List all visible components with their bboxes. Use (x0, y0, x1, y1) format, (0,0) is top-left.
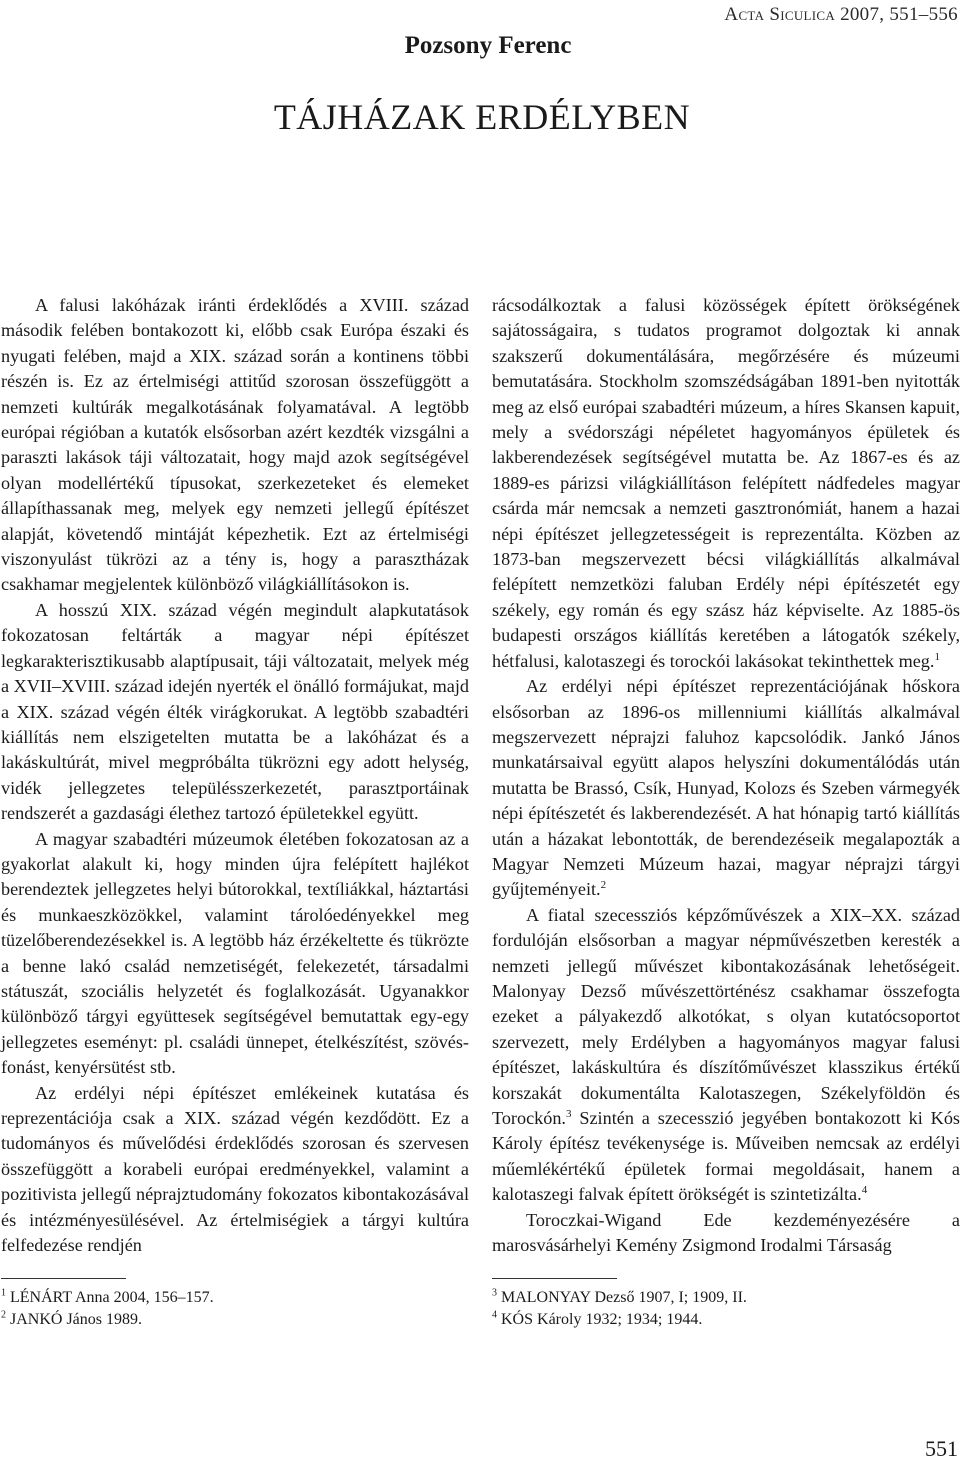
footnote-number: 3 (492, 1287, 497, 1299)
right-column (492, 293, 960, 1258)
footnote-text: KÓS Károly 1932; 1934; 1944. (501, 1311, 703, 1328)
footnote (1, 1287, 214, 1309)
footnote-divider (1, 1278, 126, 1279)
paragraph: A falusi lakóházak iránti érdeklődés a XVIII. század második felében bontakozott ki, előbb csak Európa északi és nyugati felében, majd a XIX. század során a kontinens többi részén is. Ez az értelmiségi attitűd szorosan összefüggött a nemzeti kultúrák megalkotásának folyamatával. A legtöbb európai régióban a kutatók elsősorban azért kezdték vizsgálni a paraszti lakások táji változatait, hogy majd azok segítségével olyan modellértékű típusokat, szerkezeteket és elemeket állapíthassanak meg, melyek egy nemzeti jellegű építészet alapját, követendő mintáját képezhetik. Ezt az értelmiségi viszonyulást tükrözi az a tény is, hogy a parasztházak csakhamar megjelentek különböző világkiállításokon is. (1, 295, 469, 595)
footnote-ref: 3 (565, 1107, 572, 1120)
paragraph (492, 674, 960, 903)
paragraph: Az erdélyi népi építészet emlékeinek kutatása és reprezentációja csak a XIX. század végén kezdődött. Ez a tudományos és művelődési érdeklődés szorosan és szervesen összefüggött a korabeli európai eredményekkel, valamint a pozitivista jellegű néprajztudomány fokozatos kibontakozásával és intézményesülésével. Az értelmiségiek a tárgyi kultúra felfedezése rendjén (1, 1082, 469, 1256)
journal-citation: Acta Siculica 2007, 551–556 (724, 4, 958, 25)
paragraph (492, 903, 960, 1208)
footnote-number: 2 (1, 1309, 6, 1321)
paragraph: A magyar szabadtéri múzeumok életében fokozatosan az a gyakorlat alakult ki, hogy minden újra felépített hajlékot berendeztek jellegzetes helyi bútorokkal, textíliákkal, háztartási és munkaeszközökkel, valamint tárolóedényekkel meg tüzelőberendezésekkel is. A legtöbb ház érzékeltette és tükrözte a benne lakó család nemzetiségét, felekezetét, társadalmi státuszát, szociális helyzetét és foglalkozását. Ugyanakkor különböző tárgyi együttesek segítségével bemutattak egy-egy jellegzetes eseményt: pl. családi ünnepet, ételkészítést, szövés-fonást, kenyérsütést stb. (1, 828, 469, 1078)
paragraph: Toroczkai-Wigand Ede kezdeményezésére a marosvásárhelyi Kemény Zsigmond Irodalmi Társaság (492, 1209, 960, 1256)
author-name: Pozsony Ferenc (404, 32, 572, 59)
article-title: TÁJHÁZAK ERDÉLYBEN (273, 97, 691, 137)
paragraph (492, 293, 960, 674)
footnote-number: 4 (492, 1309, 497, 1321)
footnote-divider (492, 1278, 617, 1279)
paragraph-text: rácsodálkoztak a falusi közösségek épített örökségének sajátosságaira, s tudatos programot dolgoztak ki annak szakszerű dokumentálására, megőrzésére és múzeumi bemutatására. Stockholm szomszédságában 1891-ben nyitották meg az első európai szabadtéri múzeum, a híres Skansen kapuit, mely a svédországi népéletet hagyományos épületek és lakberendezések segítségével mutatta be. Az 1867-es és az 1889-es párizsi világkiállításon felépített nádfedeles magyar csárda már nemcsak a nemzeti gasztronómiát, hanem a hazai népi építészet jellegzetességeit is reprezentálta. Közben az 1873-ban megszervezett bécsi világkiállítás alkalmával felépített nemzetközi faluban Erdély népi építészetét egy székely, egy román és egy szász ház képviselte. Az 1885-ös budapesti országos kiállítás keretében a látogatók székely, hétfalusi, kalotaszegi és torockói lakásokat tekinthettek meg. (492, 295, 960, 671)
footnote-text: JANKÓ János 1989. (10, 1311, 142, 1328)
page-number: 551 (925, 1436, 958, 1461)
paragraph: A hosszú XIX. század végén megindult alapkutatások fokozatosan feltárták a magyar népi építészet legkarakterisztikusabb alaptípusait, táji változatait, melyek még a XVII–XVIII. század idején nyerték el önálló formájukat, majd a XIX. század végén élték virágkorukat. A legtöbb szabadtéri kiállítás nem elszigetelten mutatta be a lakóházat és a lakáskultúrát, mivel megpróbálta tükrözni egy adott helység, vidék jellegzetes településszerkezetét, parasztportáinak rendszerét a gazdasági élethez tartozó épületekkel együtt. (1, 599, 469, 824)
footnote (1, 1309, 142, 1331)
footnote-ref: 2 (600, 879, 607, 892)
footnote (492, 1309, 702, 1331)
footnote-text: LÉNÁRT Anna 2004, 156–157. (10, 1289, 214, 1306)
footnote-ref: 4 (861, 1184, 868, 1197)
footnote (492, 1287, 747, 1309)
footnote-text: MALONYAY Dezső 1907, I; 1909, II. (501, 1289, 747, 1306)
footnote-ref: 1 (934, 650, 940, 663)
footnote-number: 1 (1, 1287, 6, 1299)
left-column (1, 293, 469, 1258)
paragraph-text: Az erdélyi népi építészet reprezentációjának hőskora elsősorban az 1896-os millenniumi kiállítás alkalmával megszervezett néprajzi faluhoz kapcsolódik. Jankó János munkatársaival együtt alapos helyszíni dokumentálódás után mutatta be Brassó, Csík, Hunyad, Kolozs és Szeben vármegyék népi építészetét és lakberendezését. A hat hónapig tartó kiállítás után a házakat lebontották, de berendezéseik megalapozták a Magyar Nemzeti Múzeum hazai, magyar néprajzi tárgyi gyűjteményeit. (492, 676, 960, 900)
paragraph-text: A fiatal szecessziós képzőművészek a XIX–XX. század fordulóján elsősorban a magyar népművészetben keresték a nemzeti jellegű művészet kibontakozásának lehetőségeit. Malonyay Dezső művészettörténész csakhamar összefogta ezeket a pályakezdő alkotókat, s olyan kutatócsoportot szervezett, mely Erdélyben a hagyományos magyar falusi építészet, lakáskultúra és díszítőművészet klasszikus értékű korszakát dokumentálta Kalotaszegen, Székelyföldön és Torockón. (492, 904, 960, 1128)
paragraph-text: Szintén a szecesszió jegyében bontakozott ki Kós Károly építész tevékenysége is. Műveiben nemcsak az erdélyi műemlékértékű épületek formai megoldásait, hanem a kalotaszegi falvak épített örökségét is szintetizálta. (492, 1108, 960, 1205)
